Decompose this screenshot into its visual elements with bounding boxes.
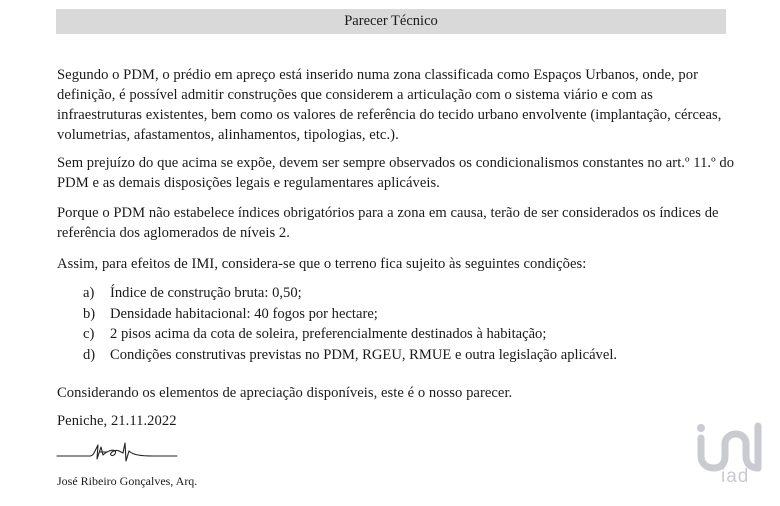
signature-icon [55,437,180,465]
closing-statement: Considerando os elementos de apreciação disponíveis, este é o nosso parecer. [57,385,513,401]
list-item-text: Índice de construção bruta: 0,50; [110,285,302,301]
list-item-text: Densidade habitacional: 40 fogos por hectare; [110,305,378,322]
paragraph-imi: Assim, para efeitos de IMI, considera-se que o terreno fica sujeito às seguintes condições: [57,256,587,272]
list-item [83,324,617,345]
list-item [83,345,617,366]
paragraph-conditions: Sem prejuízo do que acima se expõe, devem ser sempre observados os condicionalismos constantes no art.º 11.º do PDM e as demais disposições legais e regulamentares aplicáveis. [57,155,735,191]
document-title: Parecer Técnico [344,13,438,29]
list-marker: c) [83,326,95,342]
header-bar [56,9,726,34]
list-item [83,283,617,304]
list-item [83,304,617,325]
paragraph-zoning: Segundo o PDM, o prédio em apreço está inserido numa zona classificada como Espaços Urbanos, onde, por definição, é possível admitir construções que considerem a articulação com o sistema viário e com as infraestruturas existentes, bem como os valores de referência do tecido urbano envolvente (implantação, cérceas, volumetrias, afastamentos, alinhamentos, tipologias, etc.). [57,67,722,143]
signer-name: José Ribeiro Gonçalves, Arq. [57,474,198,488]
iad-logo-text: iad [721,466,750,487]
list-marker: a) [83,285,95,301]
list-marker: d) [83,346,96,363]
list-item-text: Condições construtivas previstas no PDM, RGEU, RMUE e outra legislação aplicável. [110,346,618,363]
place-date: Peniche, 21.11.2022 [57,413,177,429]
list-item-text: 2 pisos acima da cota de soleira, preferencialmente destinados à habitação; [110,326,547,342]
paragraph-indices: Porque o PDM não estabelece índices obrigatórios para a zona em causa, terão de ser considerados os índices de referência dos aglomerados de níveis 2. [57,205,719,241]
conditions-list [83,283,617,365]
list-marker: b) [83,305,96,322]
